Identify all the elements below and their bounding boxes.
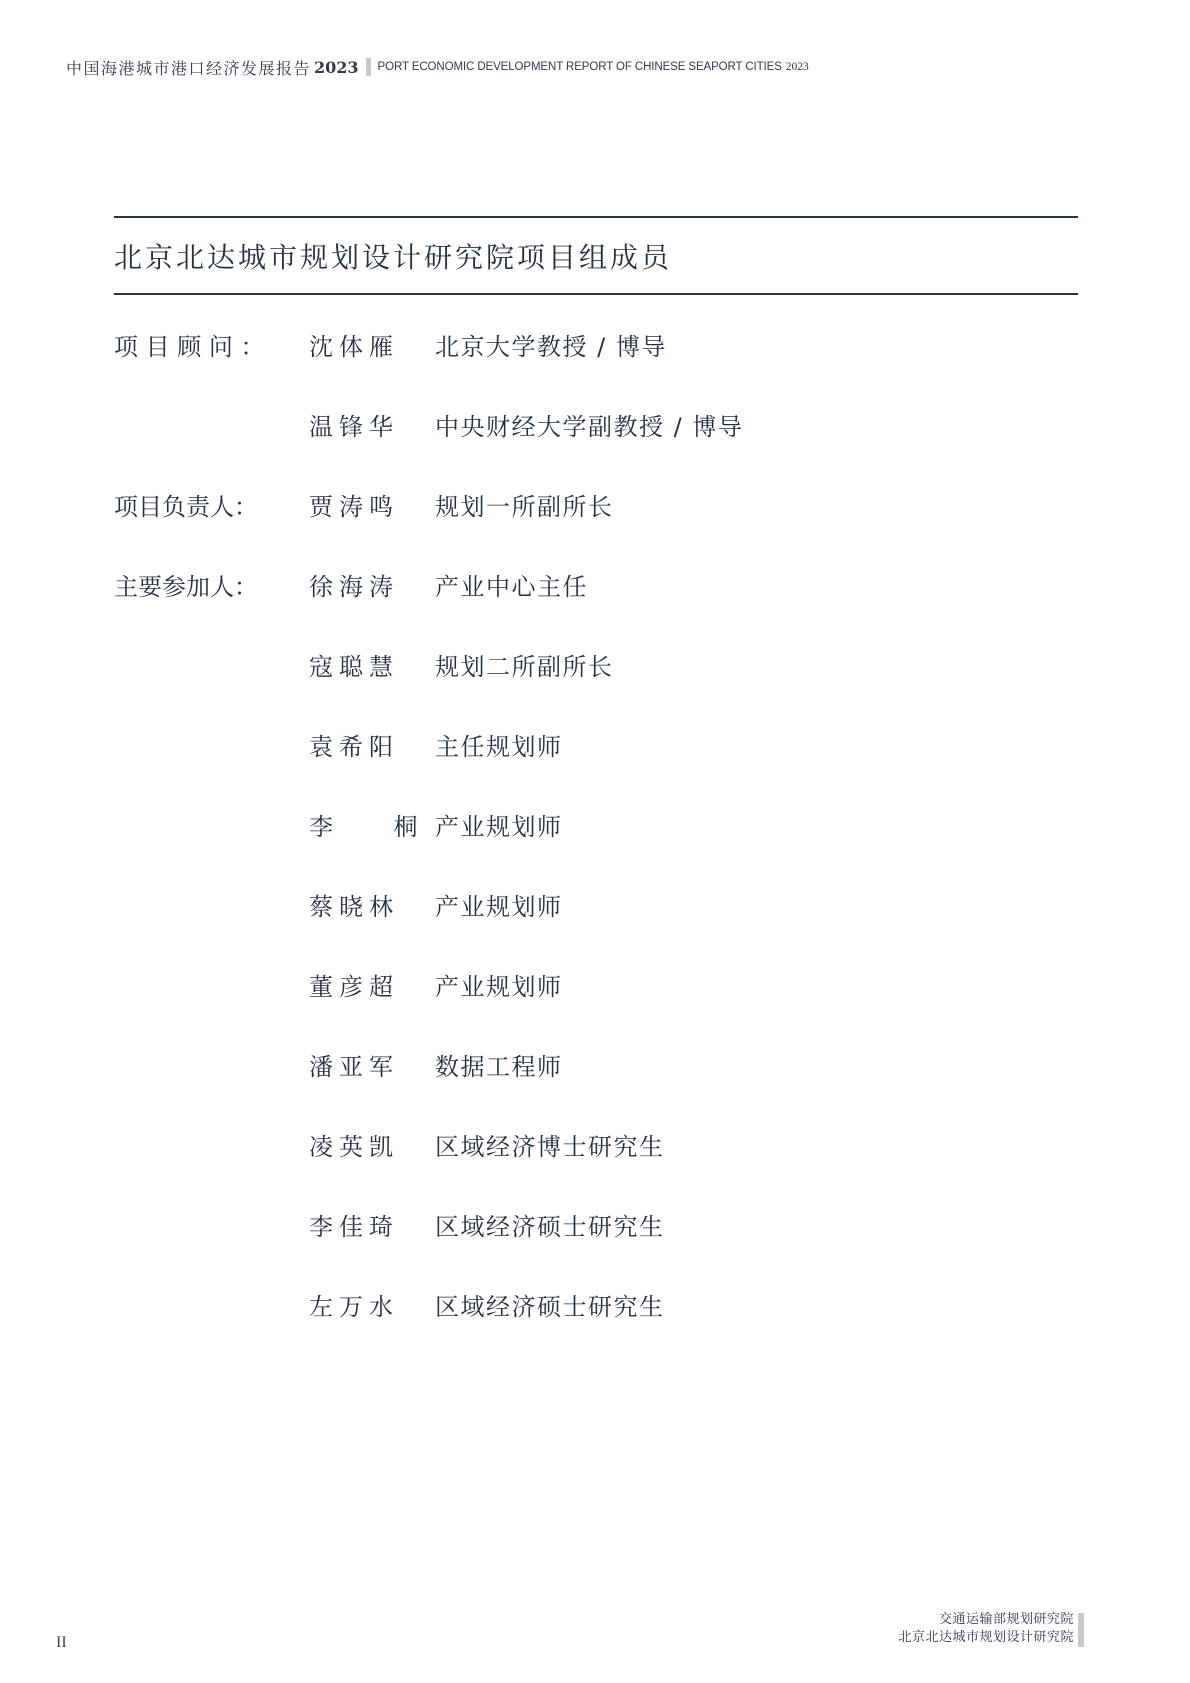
member-name: 蔡晓林	[309, 893, 399, 921]
member-title: 中央财经大学副教授 / 博导	[435, 413, 744, 441]
member-name: 沈体雁	[309, 333, 399, 361]
member-title: 区域经济硕士研究生	[435, 1293, 665, 1321]
member-row	[114, 490, 1014, 570]
member-row	[114, 570, 1014, 650]
report-title-cn: 中国海港城市港口经济发展报告	[66, 58, 312, 78]
footer-organizations	[898, 1611, 1074, 1647]
page-number: II	[56, 1634, 67, 1651]
member-title: 区域经济博士研究生	[435, 1133, 665, 1161]
member-name: 李 桐	[309, 813, 424, 841]
member-title: 规划一所副所长	[435, 493, 614, 521]
member-name: 左万水	[309, 1293, 399, 1321]
member-row	[114, 730, 1014, 810]
section-rule-top	[114, 216, 1078, 218]
member-row	[114, 810, 1014, 890]
member-list	[114, 330, 1014, 1370]
member-row	[114, 650, 1014, 730]
member-title: 北京大学教授 / 博导	[435, 333, 667, 361]
member-name: 李佳琦	[309, 1213, 399, 1241]
member-name: 寇聪慧	[309, 653, 399, 681]
member-name: 潘亚军	[309, 1053, 399, 1081]
member-row	[114, 410, 1014, 490]
member-row	[114, 1050, 1014, 1130]
section-rule-bottom	[114, 293, 1078, 295]
running-header	[66, 56, 809, 78]
member-title: 产业规划师	[435, 973, 563, 1001]
footer-bar	[1078, 1613, 1084, 1647]
member-title: 产业规划师	[435, 893, 563, 921]
member-row	[114, 1210, 1014, 1290]
member-row	[114, 890, 1014, 970]
member-name: 凌英凯	[309, 1133, 399, 1161]
member-title: 规划二所副所长	[435, 653, 614, 681]
report-title-en: PORT ECONOMIC DEVELOPMENT REPORT OF CHINESE SEAPORT CITIES	[377, 61, 782, 73]
member-name: 袁希阳	[309, 733, 399, 761]
member-name: 贾涛鸣	[309, 493, 399, 521]
member-title: 产业规划师	[435, 813, 563, 841]
header-separator	[366, 58, 371, 76]
role-label: 主要参加人：	[114, 573, 258, 601]
member-name: 董彦超	[309, 973, 399, 1001]
section-title: 北京北达城市规划设计研究院项目组成员	[114, 241, 673, 274]
member-row	[114, 970, 1014, 1050]
member-title: 主任规划师	[435, 733, 563, 761]
report-year-en: 2023	[785, 61, 809, 73]
role-label: 项目负责人：	[114, 493, 258, 521]
member-row	[114, 330, 1014, 410]
report-year: 2023	[314, 57, 359, 77]
member-row	[114, 1290, 1014, 1370]
footer-org-primary: 交通运输部规划研究院	[938, 1612, 1074, 1627]
member-title: 区域经济硕士研究生	[435, 1213, 665, 1241]
member-title: 数据工程师	[435, 1053, 563, 1081]
member-row	[114, 1130, 1014, 1210]
role-label: 项 目 顾 问 ：	[114, 333, 265, 361]
member-title: 产业中心主任	[435, 573, 588, 601]
footer-org-secondary: 北京北达城市规划设计研究院	[898, 1630, 1074, 1645]
member-name: 徐海涛	[309, 573, 399, 601]
member-name: 温锋华	[309, 413, 399, 441]
